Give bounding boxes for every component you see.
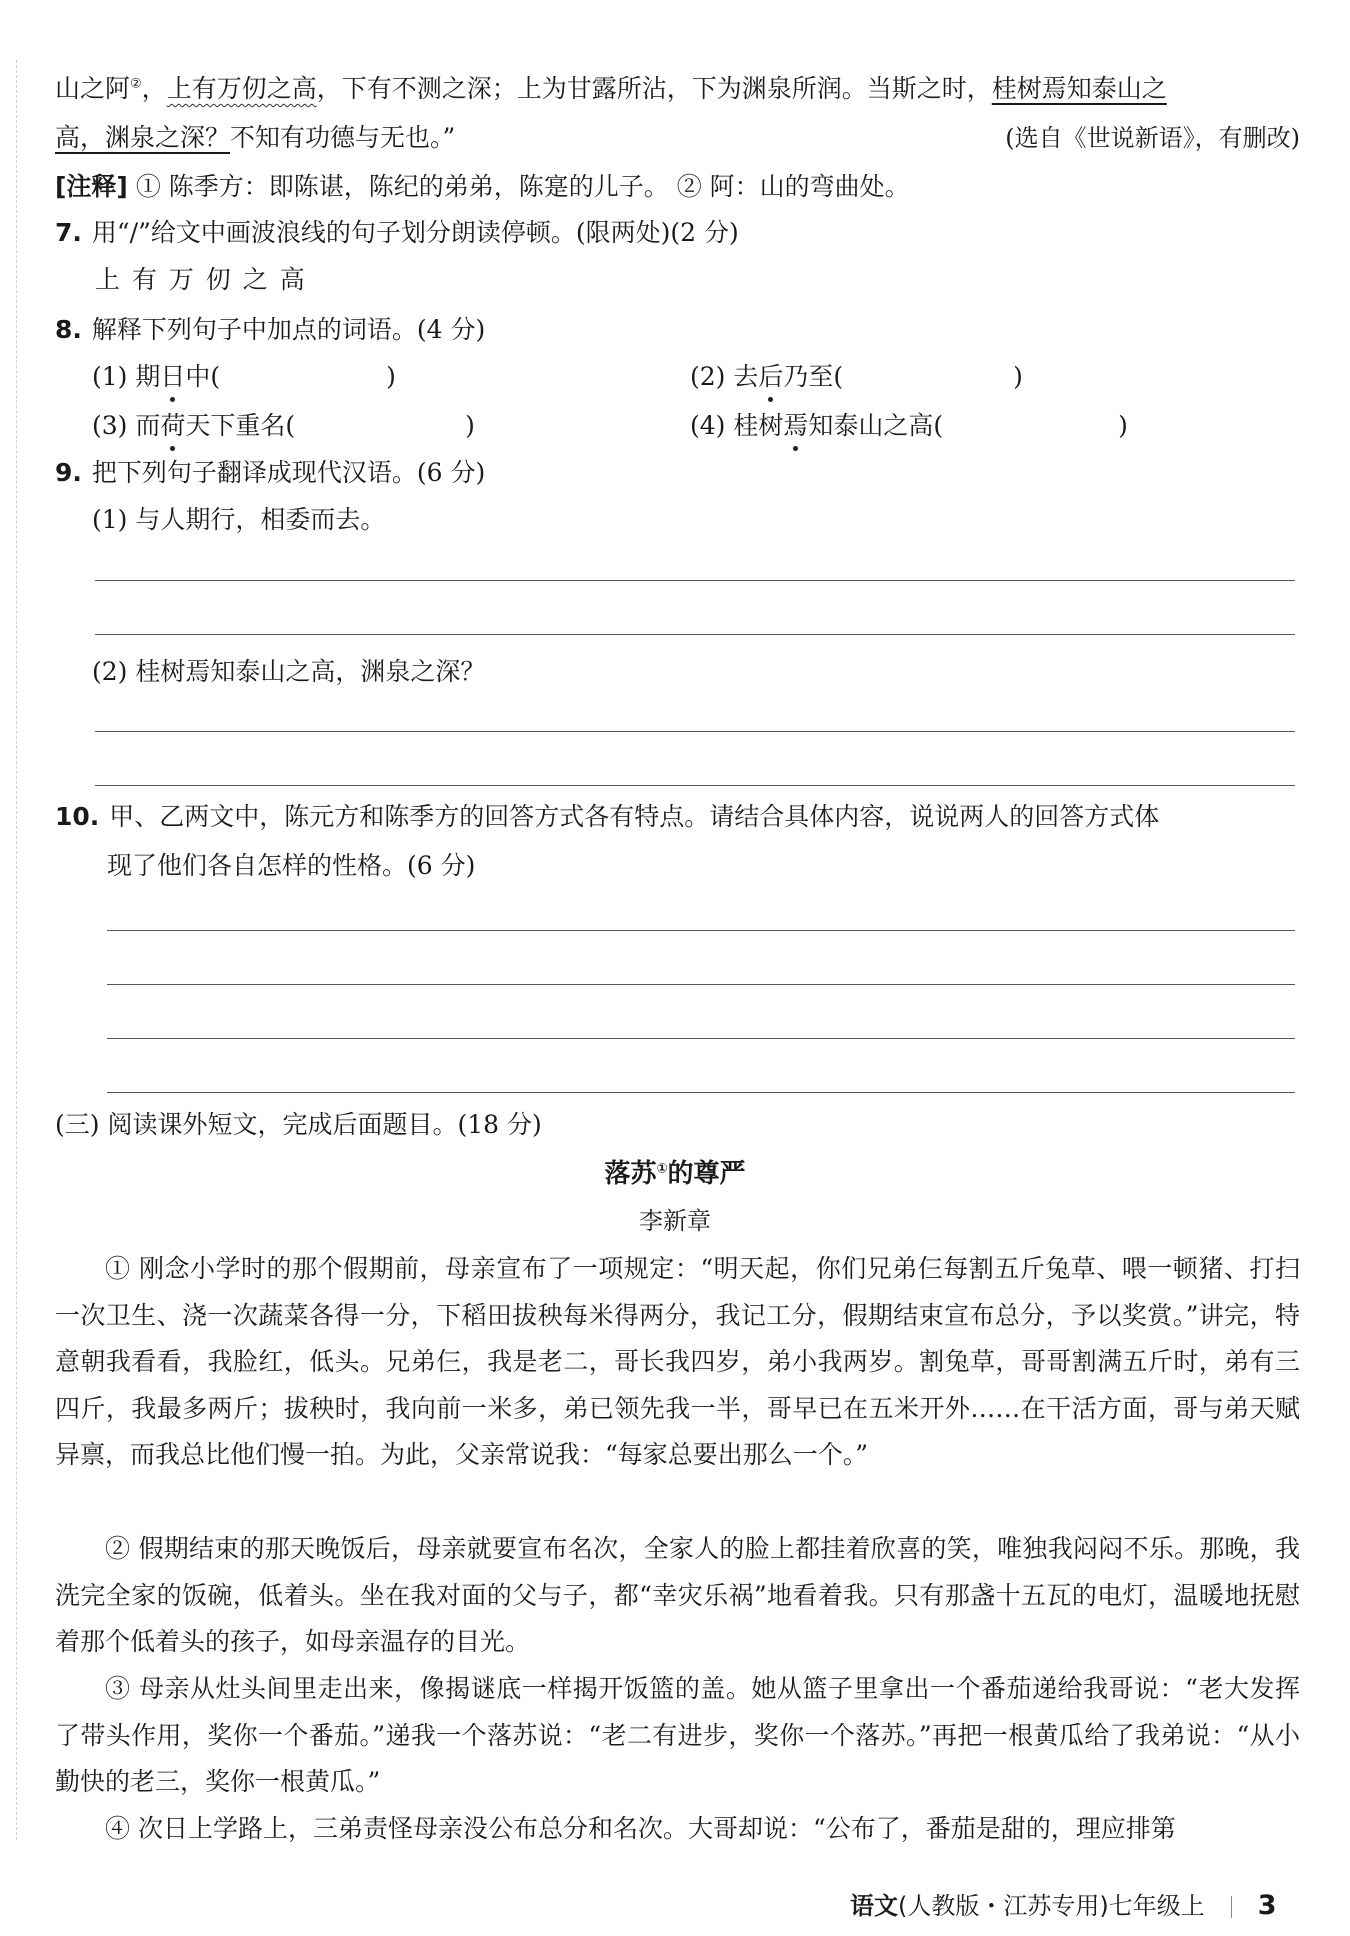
question-8 <box>55 313 1300 347</box>
question-7 <box>55 216 1300 250</box>
passage-line-2 <box>55 121 855 155</box>
answer-line[interactable] <box>107 984 1295 985</box>
article-author: 李新章 <box>639 1207 711 1235</box>
answer-line[interactable] <box>107 930 1295 931</box>
item-text: 中( <box>185 362 221 391</box>
answer-line[interactable] <box>107 1092 1295 1093</box>
dotted-word: 荷 <box>160 409 185 443</box>
article-paragraph-3: ③ 母亲从灶头间里走出来，像揭谜底一样揭开饭篮的盖。她从篮子里拿出一个番茄递给我哥说：“老大发挥了带头作用，奖你一个番茄。”递我一个落苏说：“老二有进步，奖你一个落苏。”再把一根黄瓜给了我弟说：“从小勤快的老三，奖你一根黄瓜。” <box>55 1674 1300 1796</box>
dotted-word: 后 <box>758 360 783 394</box>
answer-line[interactable] <box>107 1038 1295 1039</box>
dotted-word: 日 <box>160 360 185 394</box>
punctuation: ， <box>141 74 167 103</box>
title-text: 落苏 <box>604 1159 657 1189</box>
question-number: 10. <box>55 802 100 831</box>
passage-source: (选自《世说新语》，有删改) <box>1005 124 1300 152</box>
question-10-continued: 现了他们各自怎样的性格。(6 分) <box>107 851 476 880</box>
answer-line[interactable] <box>95 580 1295 581</box>
question-number: 7. <box>55 218 82 247</box>
annotation-line <box>55 170 1300 204</box>
footer-divider <box>1231 1896 1232 1918</box>
underlined-sentence: 高，渊泉之深？ <box>55 123 231 152</box>
edition-label: (人教版・江苏专用)七年级上 <box>898 1892 1205 1920</box>
item-text: ) <box>386 362 396 391</box>
passage-line-1 <box>55 72 1300 106</box>
page-footer <box>850 1890 1277 1922</box>
q9-sentence-2: (2) 桂树焉知泰山之高，渊泉之深？ <box>92 657 486 686</box>
annotation-text: ① 陈季方：即陈谌，陈纪的弟弟，陈寔的儿子。 ② 阿：山的弯曲处。 <box>135 172 910 201</box>
underlined-sentence: 桂树焉知泰山之 <box>991 74 1167 103</box>
q8-item-4[interactable] <box>690 409 1128 443</box>
passage-text: ，下有不测之深；上为甘露所沾，下为渊泉所润。当斯之时， <box>316 74 992 103</box>
note-marker: ① <box>656 1161 668 1177</box>
article-paragraph-4: ④ 次日上学路上，三弟责怪母亲没公布总分和名次。大哥却说：“公布了，番茄是甜的，理应排第 <box>105 1814 1176 1843</box>
item-text: (2) 去 <box>690 362 759 391</box>
article-title <box>0 1156 1350 1192</box>
item-text: ) <box>1013 362 1023 391</box>
page-number: 3 <box>1257 1890 1277 1921</box>
item-text: 乃至( <box>783 362 844 391</box>
article-paragraph-1: ① 刚念小学时的那个假期前，母亲宣布了一项规定：“明天起，你们兄弟仨每割五斤兔草、喂一顿猪、打扫一次卫生、浇一次蔬菜各得一分，下稻田拔秧每米得两分，我记工分，假期结束宣布总分，予以奖赏。”讲完，特意朝我看看，我脸红，低头。兄弟仨，我是老二，哥长我四岁，弟小我两岁。割兔草，哥哥割满五斤时，弟有三四斤，我最多两斤；拔秧时，我向前一米多，弟已领先我一半，哥早已在五米开外……在干活方面，哥与弟天赋异禀，而我总比他们慢一拍。为此，父亲常说我：“每家总要出那么一个。” <box>55 1254 1300 1469</box>
dotted-word: 焉 <box>783 409 808 443</box>
item-text: 天下重名( <box>185 411 296 440</box>
question-number: 8. <box>55 315 82 344</box>
question-text: 甲、乙两文中，陈元方和陈季方的回答方式各有特点。请结合具体内容，说说两人的回答方式体 <box>109 802 1160 831</box>
q8-item-1[interactable] <box>92 360 396 394</box>
answer-line[interactable] <box>95 634 1295 635</box>
item-text: (4) 桂树 <box>690 411 784 440</box>
q7-sentence-to-mark[interactable]: 上 有 万 仞 之 高 <box>95 265 307 294</box>
item-text: (3) 而 <box>92 411 161 440</box>
wavy-underlined-sentence: 上有万仞之高 <box>166 74 317 103</box>
question-text: 把下列句子翻译成现代汉语。(6 分) <box>91 458 486 487</box>
question-10 <box>55 800 1300 834</box>
item-text: ) <box>1118 411 1128 440</box>
q8-item-2[interactable] <box>690 360 1023 394</box>
answer-line[interactable] <box>95 785 1295 786</box>
article-paragraph-2: ② 假期结束的那天晚饭后，母亲就要宣布名次，全家人的脸上都挂着欣喜的笑，唯独我闷闷不乐。那晚，我洗完全家的饭碗，低着头。坐在我对面的父与子，都“幸灾乐祸”地看着我。只有那盏十五瓦的电灯，温暖地抚慰着那个低着头的孩子，如母亲温存的目光。 <box>55 1534 1300 1656</box>
item-text: ) <box>465 411 475 440</box>
q9-sentence-1: (1) 与人期行，相委而去。 <box>92 505 386 534</box>
annotation-label: [注释] <box>55 172 128 201</box>
title-text: 的尊严 <box>667 1159 746 1189</box>
question-number: 9. <box>55 458 82 487</box>
q8-item-3[interactable] <box>92 409 475 443</box>
section-3-heading: (三) 阅读课外短文，完成后面题目。(18 分) <box>55 1110 542 1139</box>
question-text: 用“/”给文中画波浪线的句子划分朗读停顿。(限两处)(2 分) <box>91 218 739 247</box>
item-text: (1) 期 <box>92 362 161 391</box>
subject-label: 语文 <box>850 1892 898 1920</box>
passage-text: 山之阿 <box>55 74 131 103</box>
note-marker: ② <box>130 76 142 92</box>
binding-margin-rule <box>16 60 17 1840</box>
answer-line[interactable] <box>95 731 1295 732</box>
item-text: 知泰山之高( <box>808 411 944 440</box>
passage-text: 不知有功德与无也。” <box>230 123 456 152</box>
question-9 <box>55 456 1300 490</box>
question-text: 解释下列句子中加点的词语。(4 分) <box>91 315 486 344</box>
